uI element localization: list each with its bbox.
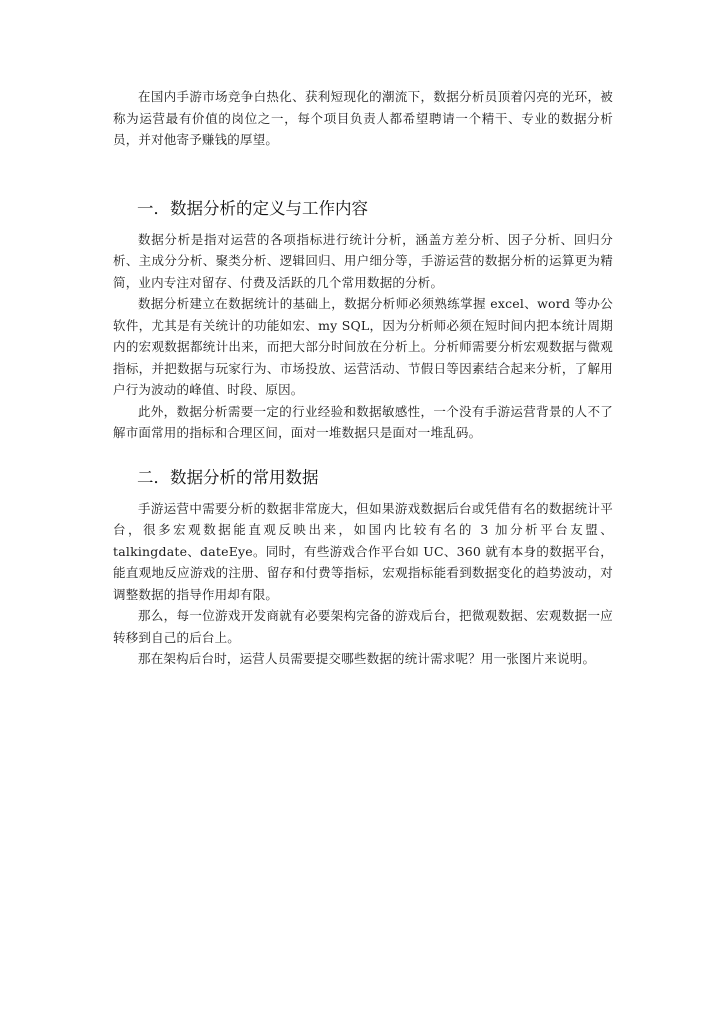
section-1-paragraph-1: 数据分析是指对运营的各项指标进行统计分析，涵盖方差分析、因子分析、回归分析、主成分分析、聚类分析、逻辑回归、用户细分等，手游运营的数据分析的运算更为精简，业内专注对留存、付费及活跃的几个常用数据的分析。 [113, 231, 613, 290]
section-2-heading: 二．数据分析的常用数据 [137, 467, 319, 487]
section-1-heading: 一．数据分析的定义与工作内容 [137, 198, 368, 218]
section-2-paragraph-3: 那在架构后台时，运营人员需要提交哪些数据的统计需求呢？用一张图片来说明。 [138, 651, 596, 666]
intro-paragraph: 在国内手游市场竞争白热化、获利短现化的潮流下，数据分析员顶着闪亮的光环，被称为运营最有价值的岗位之一，每个项目负责人都希望聘请一个精干、专业的数据分析员，并对他寄予赚钱的厚望。 [113, 89, 613, 147]
section-1-paragraph-3: 此外，数据分析需要一定的行业经验和数据敏感性，一个没有手游运营背景的人不了解市面常用的指标和合理区间，面对一堆数据只是面对一堆乱码。 [113, 403, 613, 440]
document-page [113, 86, 613, 670]
section-2-paragraph-2: 那么，每一位游戏开发商就有必要架构完备的游戏后台，把微观数据、宏观数据一应转移到自己的后台上。 [113, 608, 613, 645]
section-1-paragraph-2: 数据分析建立在数据统计的基础上，数据分析师必须熟练掌握 excel、word 等办公软件，尤其是有关统计的功能如宏、my SQL，因为分析师必须在短时间内把本统计周期内的宏观数据都统计出来，而把大部分时间放在分析上。分析师需要分析宏观数据与微观指标，并把数据与玩家行为、市场投放、运营活动、节假日等因素结合起来分析，了解用户行为波动的峰值、时段、原因。 [113, 296, 613, 397]
section-2-paragraph-1: 手游运营中需要分析的数据非常庞大，但如果游戏数据后台或凭借有名的数据统计平台，很多宏观数据能直观反映出来，如国内比较有名的 3 加分析平台友盟、talkingdate、dateEye。同时，有些游戏合作平台如 UC、360 就有本身的数据平台，能直观地反应游戏的注册、留存和付费等指标，宏观指标能看到数据变化的趋势波动，对调整数据的指导作用却有限。 [113, 500, 613, 602]
